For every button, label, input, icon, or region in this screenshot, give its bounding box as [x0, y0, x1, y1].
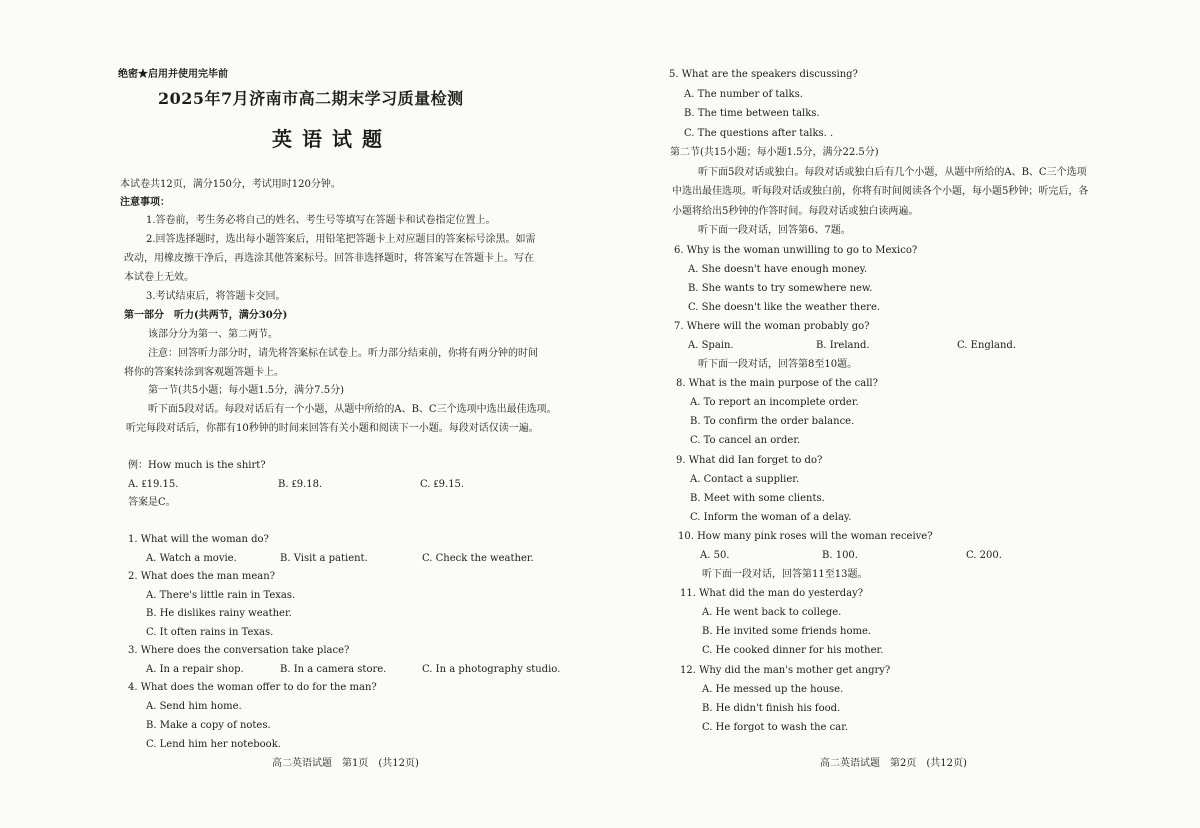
q10-option-b: B. 100.: [822, 550, 858, 561]
question-5: 5. What are the speakers discussing?: [669, 69, 858, 80]
note-line: 1.答卷前，考生务必将自己的姓名、考生号等填写在答题卡和试卷指定位置上。: [146, 215, 496, 226]
section1-line: 听下面5段对话。每段对话后有一个小题，从题中所给的A、B、C三个选项中选出最佳选项。: [148, 404, 557, 415]
q3-option-a: A. In a repair shop.: [146, 664, 244, 675]
q8-option-b: B. To confirm the order balance.: [690, 416, 855, 427]
q7-option-b: B. Ireland.: [816, 340, 870, 351]
page-footer: 高二英语试题 第1页 (共12页): [272, 758, 419, 769]
directive-8-10: 听下面一段对话，回答第8至10题。: [698, 359, 858, 370]
q11-option-c: C. He cooked dinner for his mother.: [702, 645, 884, 656]
q11-option-a: A. He went back to college.: [702, 607, 842, 618]
q1-option-b: B. Visit a patient.: [280, 553, 368, 564]
example-option-a: A. ₤19.15.: [128, 479, 179, 490]
q10-option-c: C. 200.: [966, 550, 1002, 561]
part1-line: 将你的答案转涂到客观题答题卡上。: [124, 367, 284, 378]
q4-option-c: C. Lend him her notebook.: [146, 739, 281, 750]
q3-option-b: B. In a camera store.: [280, 664, 387, 675]
q7-option-a: A. Spain.: [688, 340, 734, 351]
part1-line: 该部分分为第一、第二两节。: [148, 329, 278, 340]
q2-option-a: A. There's little rain in Texas.: [146, 590, 296, 601]
question-12: 12. Why did the man's mother get angry?: [680, 665, 891, 676]
directive-11-13: 听下面一段对话，回答第11至13题。: [702, 569, 868, 580]
question-2: 2. What does the man mean?: [128, 571, 276, 582]
example-answer: 答案是C。: [128, 497, 176, 508]
q2-option-c: C. It often rains in Texas.: [146, 627, 274, 638]
question-10: 10. How many pink roses will the woman receive?: [678, 531, 933, 542]
q6-option-b: B. She wants to try somewhere new.: [688, 283, 873, 294]
q4-option-a: A. Send him home.: [146, 701, 242, 712]
example-question: 例：How much is the shirt?: [128, 460, 266, 471]
question-7: 7. Where will the woman probably go?: [674, 321, 870, 332]
directive-6-7: 听下面一段对话，回答第6、7题。: [698, 225, 851, 236]
secret-mark: 绝密★启用并使用完毕前: [118, 69, 228, 80]
question-3: 3. Where does the conversation take place?: [128, 645, 350, 656]
section1-line: 听完每段对话后，你都有10秒钟的时间来回答有关小题和阅读下一小题。每段对话仅读一遍。: [126, 423, 539, 434]
q8-option-c: C. To cancel an order.: [690, 435, 801, 446]
q12-option-a: A. He messed up the house.: [702, 684, 844, 695]
part1-line: 注意：回答听力部分时，请先将答案标在试卷上。听力部分结束前，你将有两分钟的时间: [148, 348, 538, 359]
q9-option-b: B. Meet with some clients.: [690, 493, 825, 504]
question-1: 1. What will the woman do?: [128, 534, 269, 545]
q1-option-a: A. Watch a movie.: [146, 553, 237, 564]
example-option-b: B. ₤9.18.: [278, 479, 323, 490]
q5-option-b: B. The time between talks.: [684, 108, 820, 119]
page-footer: 高二英语试题 第2页 (共12页): [820, 758, 967, 769]
question-8: 8. What is the main purpose of the call?: [676, 378, 878, 389]
q6-option-c: C. She doesn't like the weather there.: [688, 302, 881, 313]
note-line: 本试卷上无效。: [124, 272, 194, 283]
note-line: 改动，用橡皮擦干净后，再选涂其他答案标号。回答非选择题时，将答案写在答题卡上。写在: [124, 253, 534, 264]
section1-heading: 第一节(共5小题；每小题1.5分，满分7.5分): [148, 385, 344, 396]
section2-line: 中选出最佳选项。听每段对话或独白前，你将有时间阅读各个小题，每小题5秒钟；听完后，各: [672, 186, 1089, 197]
q4-option-b: B. Make a copy of notes.: [146, 720, 271, 731]
q5-option-c: C. The questions after talks. .: [684, 128, 834, 139]
question-4: 4. What does the woman offer to do for the man?: [128, 682, 377, 693]
section2-line: 小题将给出5秒钟的作答时间。每段对话或独白读两遍。: [672, 206, 919, 217]
q5-option-a: A. The number of talks.: [684, 89, 803, 100]
question-6: 6. Why is the woman unwilling to go to Mexico?: [674, 245, 918, 256]
q9-option-c: C. Inform the woman of a delay.: [690, 512, 852, 523]
right-page: [600, 0, 1200, 828]
exam-subtitle: 英语试题: [272, 127, 392, 151]
q3-option-c: C. In a photography studio.: [422, 664, 561, 675]
q2-option-b: B. He dislikes rainy weather.: [146, 608, 292, 619]
note-line: 2.回答选择题时，选出每小题答案后，用铅笔把答题卡上对应题目的答案标号涂黑。如需: [146, 234, 536, 245]
q12-option-b: B. He didn't finish his food.: [702, 703, 841, 714]
exam-title: 2025年7月济南市高二期末学习质量检测: [158, 89, 464, 108]
q6-option-a: A. She doesn't have enough money.: [688, 264, 868, 275]
q1-option-c: C. Check the weather.: [422, 553, 534, 564]
example-option-c: C. ₤9.15.: [420, 479, 465, 490]
q9-option-a: A. Contact a supplier.: [690, 474, 800, 485]
exam-intro: 本试卷共12页，满分150分，考试用时120分钟。: [120, 179, 341, 190]
q7-option-c: C. England.: [957, 340, 1016, 351]
q11-option-b: B. He invited some friends home.: [702, 626, 872, 637]
note-line: 3.考试结束后，将答题卡交回。: [146, 291, 286, 302]
section2-line: 听下面5段对话或独白。每段对话或独白后有几个小题，从题中所给的A、B、C三个选项: [698, 167, 1087, 178]
question-11: 11. What did the man do yesterday?: [680, 588, 864, 599]
question-9: 9. What did Ian forget to do?: [676, 455, 823, 466]
q10-option-a: A. 50.: [700, 550, 730, 561]
q8-option-a: A. To report an incomplete order.: [690, 397, 859, 408]
section2-heading: 第二节(共15小题；每小题1.5分，满分22.5分): [670, 147, 879, 158]
part1-heading: 第一部分 听力(共两节，满分30分): [124, 310, 288, 321]
notes-heading: 注意事项：: [120, 197, 170, 208]
q12-option-c: C. He forgot to wash the car.: [702, 722, 849, 733]
